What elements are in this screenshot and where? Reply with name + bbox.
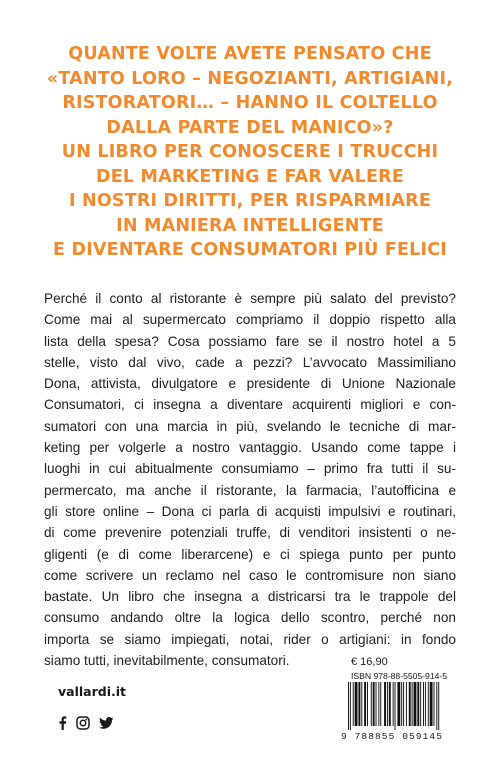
barcode-bar — [355, 682, 358, 726]
headline-line: DALLA PARTE DEL MANICO»? — [106, 117, 394, 138]
barcode-bar — [417, 682, 419, 726]
barcode-bar — [373, 682, 375, 726]
blurb-line: luoghi in cui abitualmente consumiamo – primo fra tutti il su- — [44, 461, 456, 477]
barcode-digits: 9 788855 059145 — [341, 731, 444, 742]
blurb-line: Dona, attivista, divulgatore e presidente di Unione Nazionale — [44, 376, 456, 392]
blurb-line: permercato, ma anche il ristorante, la farmacia, l’autofficina e — [44, 482, 456, 498]
barcode-bar — [430, 682, 433, 726]
barcode-bar — [378, 682, 379, 726]
headline-line: IN MANIERA INTELLIGENTE — [116, 215, 384, 236]
barcode-bar — [409, 682, 411, 726]
barcode-bar — [353, 682, 354, 726]
blurb-line: keting per volgerle a nostro vantaggio. Usando come tappe i — [44, 440, 456, 456]
blurb-line: gligenti (e di come liberarcene) e ci spiega punto per punto — [44, 546, 456, 562]
blurb-line: di come prevenire potenziali truffe, di venditori insistenti o ne- — [44, 525, 456, 541]
headline-line: E DIVENTARE CONSUMATORI PIÙ FELICI — [53, 240, 447, 260]
barcode-bar — [395, 682, 396, 730]
twitter-icon[interactable] — [99, 717, 114, 729]
barcode-bar — [393, 682, 394, 726]
barcode-bar — [425, 682, 426, 726]
barcode-bar — [348, 682, 349, 730]
book-blurb — [44, 288, 456, 671]
blurb-line: Consumatori, ci insegna a diventare acquirenti migliori e con- — [44, 397, 456, 413]
blurb-line: gli store online – Dona ci parla di acquisti impulsivi e routinari, — [44, 503, 456, 519]
barcode-bar — [397, 682, 400, 726]
barcode-bar — [361, 682, 362, 726]
headline — [20, 42, 480, 263]
barcode-bar — [414, 682, 417, 726]
barcode-bar — [387, 682, 388, 726]
blurb-line: bastate. Un libro che insegna a districarsi tra le trappole del — [44, 589, 456, 605]
barcode-bar — [438, 682, 439, 730]
headline-line: DEL MARKETING E FAR VALERE — [96, 166, 404, 187]
blurb-line: importa se siamo impiegati, notai, rider o artigiani: in fondo — [44, 631, 456, 647]
barcode-bar — [428, 682, 429, 726]
barcode-bar — [367, 682, 368, 726]
barcode-bar — [423, 682, 424, 726]
barcode-bar — [403, 682, 404, 726]
blurb-line: consumo andando oltre la logica dello scontro, perché non — [44, 610, 456, 626]
barcode-bar — [376, 682, 377, 726]
blurb-line: Come mai al supermercato compriamo il doppio rispetto alla — [44, 312, 456, 328]
barcode-bar — [371, 682, 372, 726]
headline-line: UN LIBRO PER CONOSCERE I TRUCCHI — [61, 142, 439, 162]
blurb-line: siamo tutti, inevitabilmente, consumatori. — [44, 653, 290, 669]
blurb-line: sumatori con una marcia in più, svelando le tecniche di mar- — [44, 418, 456, 434]
barcode-bar — [364, 682, 366, 726]
barcode-bar — [434, 682, 435, 726]
barcode-bar — [420, 682, 421, 726]
isbn: ISBN 978-88-5505-914-5 — [351, 671, 448, 681]
barcode-bar — [380, 682, 381, 726]
headline-line: «TANTO LORO – NEGOZIANTI, ARTIGIANI, — [46, 68, 454, 89]
price: € 16,90 — [351, 656, 388, 668]
barcode-bar — [350, 682, 351, 730]
barcode-bar — [401, 682, 402, 726]
barcode-bar — [406, 682, 407, 726]
barcode-bar — [436, 682, 437, 730]
headline-line: I NOSTRI DIRITTI, PER RISPARMIARE — [69, 191, 431, 211]
instagram-icon[interactable] — [76, 716, 90, 730]
blurb-line: lista della spesa? Cosa possiamo fare se il nostro hotel a 5 — [44, 333, 456, 349]
social-links — [58, 716, 114, 730]
blurb-line: come scrivere un reclamo nel caso le contromisure non siano — [44, 567, 456, 583]
headline-line: RISTORATORI… – HANNO IL COLTELLO — [62, 93, 438, 113]
blurb-line: stelle, visto dal vivo, cade a pezzi? L’avvocato Massimiliano — [44, 354, 456, 370]
barcode-bar — [389, 682, 391, 726]
barcode-bar — [358, 682, 360, 726]
publisher-website[interactable]: vallardi.it — [58, 684, 126, 699]
blurb-line: Perché il conto al ristorante è sempre più salato del previsto? — [44, 291, 456, 306]
headline-line: QUANTE VOLTE AVETE PENSATO CHE — [68, 44, 432, 64]
barcode-bar — [412, 682, 413, 726]
barcode-bar — [384, 682, 386, 726]
facebook-icon[interactable] — [58, 716, 67, 730]
